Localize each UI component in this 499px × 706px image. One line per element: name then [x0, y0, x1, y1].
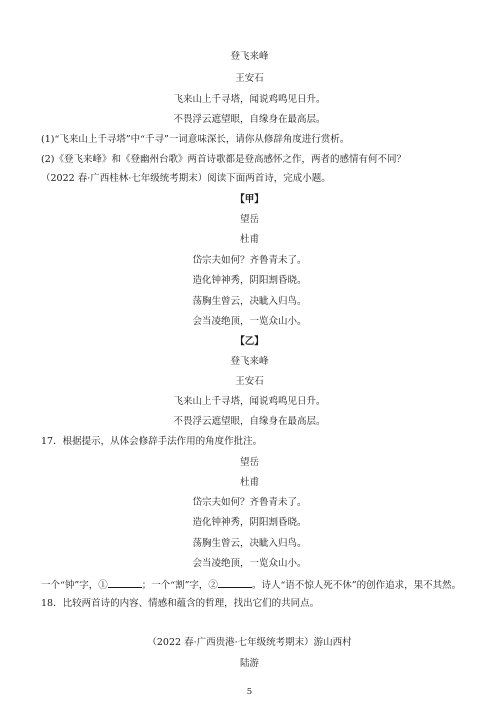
poem-q17-line-1: 岱宗夫如何？齐鲁青未了。 — [192, 497, 307, 508]
source-note-1: （2022 春·广西桂林·七年级统考期末）阅读下面两首诗，完成小题。 — [41, 173, 331, 184]
poem-q17-title: 望岳 — [239, 457, 259, 468]
poem-q17-line-4: 会当凌绝顶，一览众山小。 — [192, 558, 307, 569]
poem-q17-line-2: 造化钟神秀，阴阳割昏晓。 — [192, 517, 307, 528]
answer-blank-2[interactable] — [218, 578, 252, 588]
question-18: 18．比较两首诗的内容、情感和蕴含的哲理，找出它们的共同点。 — [41, 598, 320, 609]
poem-q17-author: 杜甫 — [239, 477, 259, 488]
poem-jia-line-4: 会当凌绝顶，一览众山小。 — [192, 316, 307, 327]
poem-jia-line-3: 荡胸生曾云，决眦入归鸟。 — [192, 296, 307, 307]
poem-jia-line-2: 造化钟神秀，阴阳割昏晓。 — [192, 275, 307, 286]
poem1-author: 王安石 — [235, 73, 264, 84]
poem-jia-line-1: 岱宗夫如何？齐鲁青未了。 — [192, 255, 307, 266]
page-number: 5 — [246, 687, 253, 697]
question-17: 17．根据提示，从体会修辞手法作用的角度作批注。 — [41, 436, 263, 447]
section-jia-heading: 【甲】 — [235, 194, 264, 205]
answer-blank-1[interactable] — [108, 578, 142, 588]
answer-part-3: 。诗人“语不惊人死不休”的创作追求，果不其然。 — [251, 580, 462, 591]
question-1: (1)“飞来山上千寻塔”中“千寻”一词意味深长，请你从修辞角度进行赏析。 — [41, 134, 350, 145]
poem-yi-line-1: 飞来山上千寻塔，闻说鸡鸣见日升。 — [173, 396, 326, 407]
poem-yi-line-2: 不畏浮云遮望眼，自缘身在最高层。 — [173, 416, 326, 427]
poem-yi-title: 登飞来峰 — [230, 356, 269, 367]
poem1-line-2: 不畏浮云遮望眼，自缘身在最高层。 — [173, 114, 326, 125]
poem1-title: 登飞来峰 — [230, 51, 269, 62]
source-note-2: （2022 春·广西贵港·七年级统考期末）游山西村 — [147, 637, 352, 648]
question-2: (2)《登飞来峰》和《登幽州台歌》两首诗歌都是登高感怀之作，两者的感情有何不同？ — [41, 154, 406, 165]
question-17-answer-line — [41, 578, 461, 592]
poem1-line-1: 飞来山上千寻塔，闻说鸡鸣见日升。 — [173, 94, 326, 105]
poem3-author: 陆游 — [239, 658, 259, 669]
poem-q17-line-3: 荡胸生曾云，决眦入归鸟。 — [192, 538, 307, 549]
answer-part-2: ；一个“割”字，② — [141, 580, 218, 591]
answer-part-1: 一个“钟”字，① — [41, 580, 108, 591]
poem-jia-title: 望岳 — [239, 214, 259, 225]
poem-yi-author: 王安石 — [235, 376, 264, 387]
section-yi-heading: 【乙】 — [235, 336, 264, 347]
poem-jia-author: 杜甫 — [239, 234, 259, 245]
